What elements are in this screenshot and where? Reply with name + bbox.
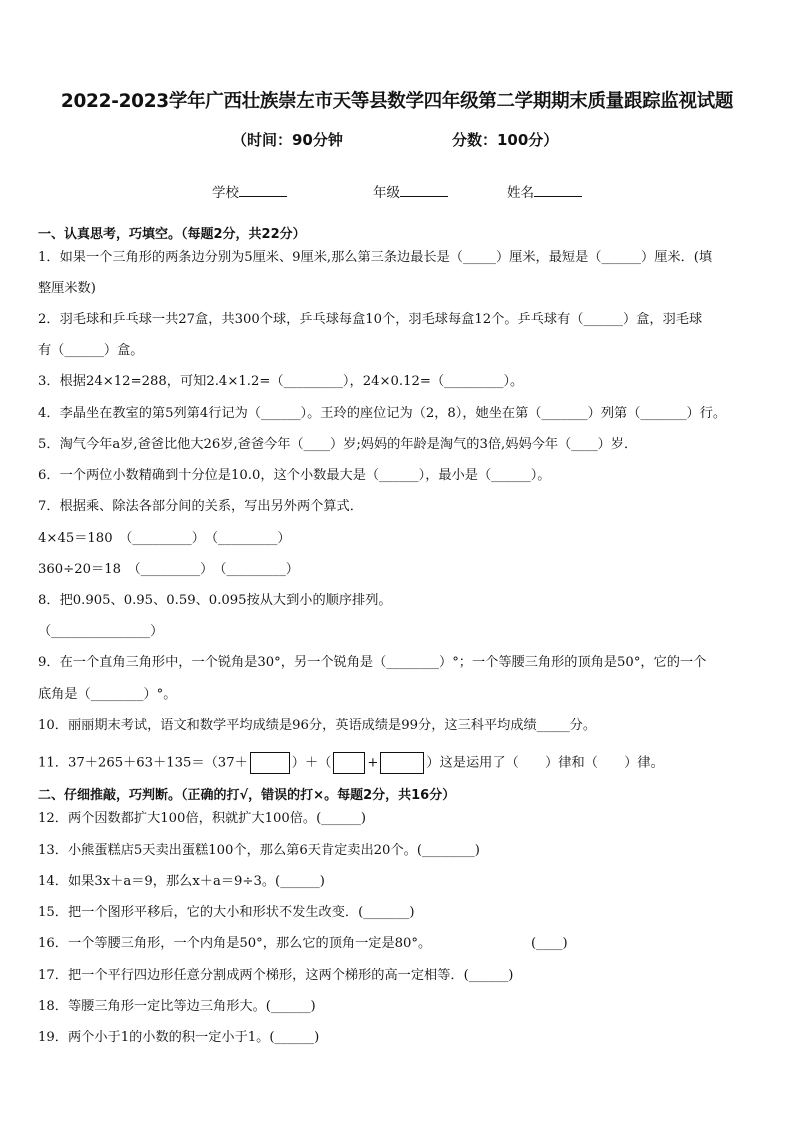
question-11 [38,752,664,774]
answer-box-2[interactable] [333,752,365,774]
question-14: 14．如果3x＋a＝9，那么x＋a＝9÷3。(______) [38,874,325,889]
school-label: 学校 [212,185,239,201]
question-9: 9．在一个直角三角形中，一个锐角是30°，另一个锐角是（________）°；一个等腰三角形的顶角是50°，它的一个 [38,655,707,670]
question-5: 5．淘气今年a岁,爸爸比他大26岁,爸爸今年（____）岁;妈妈的年龄是淘气的3倍,妈妈今年（____）岁． [38,437,638,452]
question-8: 8．把0.905、0.95、0.59、0.095按从大到小的顺序排列。 [38,593,392,608]
question-15: 15．把一个图形平移后，它的大小和形状不发生改变．(_______) [38,905,415,920]
question-7: 7．根据乘、除法各部分间的关系，写出另外两个算式． [38,499,363,514]
answer-box-1[interactable] [250,752,290,774]
question-11-start: 11．37＋265＋63＋135＝（37＋ [38,755,248,771]
question-2-cont: 有（______）盒。 [38,343,144,358]
question-11-end: ）这是运用了（ ）律和（ ）律。 [426,755,664,771]
exam-title: 2022-2023学年广西壮族崇左市天等县数学四年级第二学期期末质量跟踪监视试题 [60,91,734,112]
question-1: 1．如果一个三角形的两条边分别为5厘米、9厘米,那么第三条边最长是（_____）厘米，最短是（______）厘米．(填 [38,250,713,265]
score-label: 分数：100分） [452,131,559,149]
question-4: 4．李晶坐在教室的第5列第4行记为（______）。王玲的座位记为（2，8），她坐在第（_______）列第（_______）行。 [38,406,727,421]
time-label: （时间：90分钟 [232,131,343,149]
question-10: 10．丽丽期末考试，语文和数学平均成绩是96分，英语成绩是99分，这三科平均成绩_____分。 [38,718,597,733]
section-one-heading: 一、认真思考，巧填空。（每题2分，共22分） [38,227,306,242]
grade-label: 年级 [373,185,400,201]
question-17: 17．把一个平行四边形任意分割成两个梯形，这两个梯形的高一定相等．(______) [38,968,514,983]
question-19: 19．两个小于1的小数的积一定小于1。(______) [38,1030,320,1045]
question-11-middle: ）＋（ [291,755,332,771]
question-16-blank[interactable]: (____) [531,936,568,951]
question-16: 16．一个等腰三角形，一个内角是50°，那么它的顶角一定是80°。 [38,936,432,951]
school-field[interactable] [212,181,287,201]
school-blank[interactable] [239,182,287,197]
plus-sign: + [367,755,379,771]
question-2: 2．羽毛球和乒乓球一共27盒，共300个球，乒乓球每盒10个，羽毛球每盒12个。乒乓球有（______）盒，羽毛球 [38,312,703,327]
question-13: 13．小熊蛋糕店5天卖出蛋糕100个，那么第6天肯定卖出20个。(________) [38,843,480,858]
name-field[interactable] [507,181,582,201]
question-18: 18．等腰三角形一定比等边三角形大。(______) [38,999,316,1014]
name-blank[interactable] [534,182,582,197]
name-label: 姓名 [507,185,534,201]
question-3: 3．根据24×12=288，可知2.4×1.2=（_________），24×0.12=（_________）。 [38,374,524,389]
section-two-heading: 二、仔细推敲，巧判断。（正确的打√，错误的打×。每题2分，共16分） [38,788,456,803]
question-12: 12．两个因数都扩大100倍，积就扩大100倍。(______) [38,811,366,826]
grade-blank[interactable] [400,182,448,197]
question-8-answer: （_______________） [38,624,164,639]
question-6: 6．一个两位小数精确到十分位是10.0，这个小数最大是（______），最小是（______）。 [38,468,551,483]
grade-field[interactable] [373,181,448,201]
question-7-a: 4×45＝180 （_________） （_________） [38,531,291,546]
question-1-cont: 整厘米数) [38,281,96,296]
answer-box-3[interactable] [380,752,424,774]
question-7-b: 360÷20＝18 （_________） （_________） [38,562,299,577]
question-9-cont: 底角是（________）°。 [38,687,177,702]
